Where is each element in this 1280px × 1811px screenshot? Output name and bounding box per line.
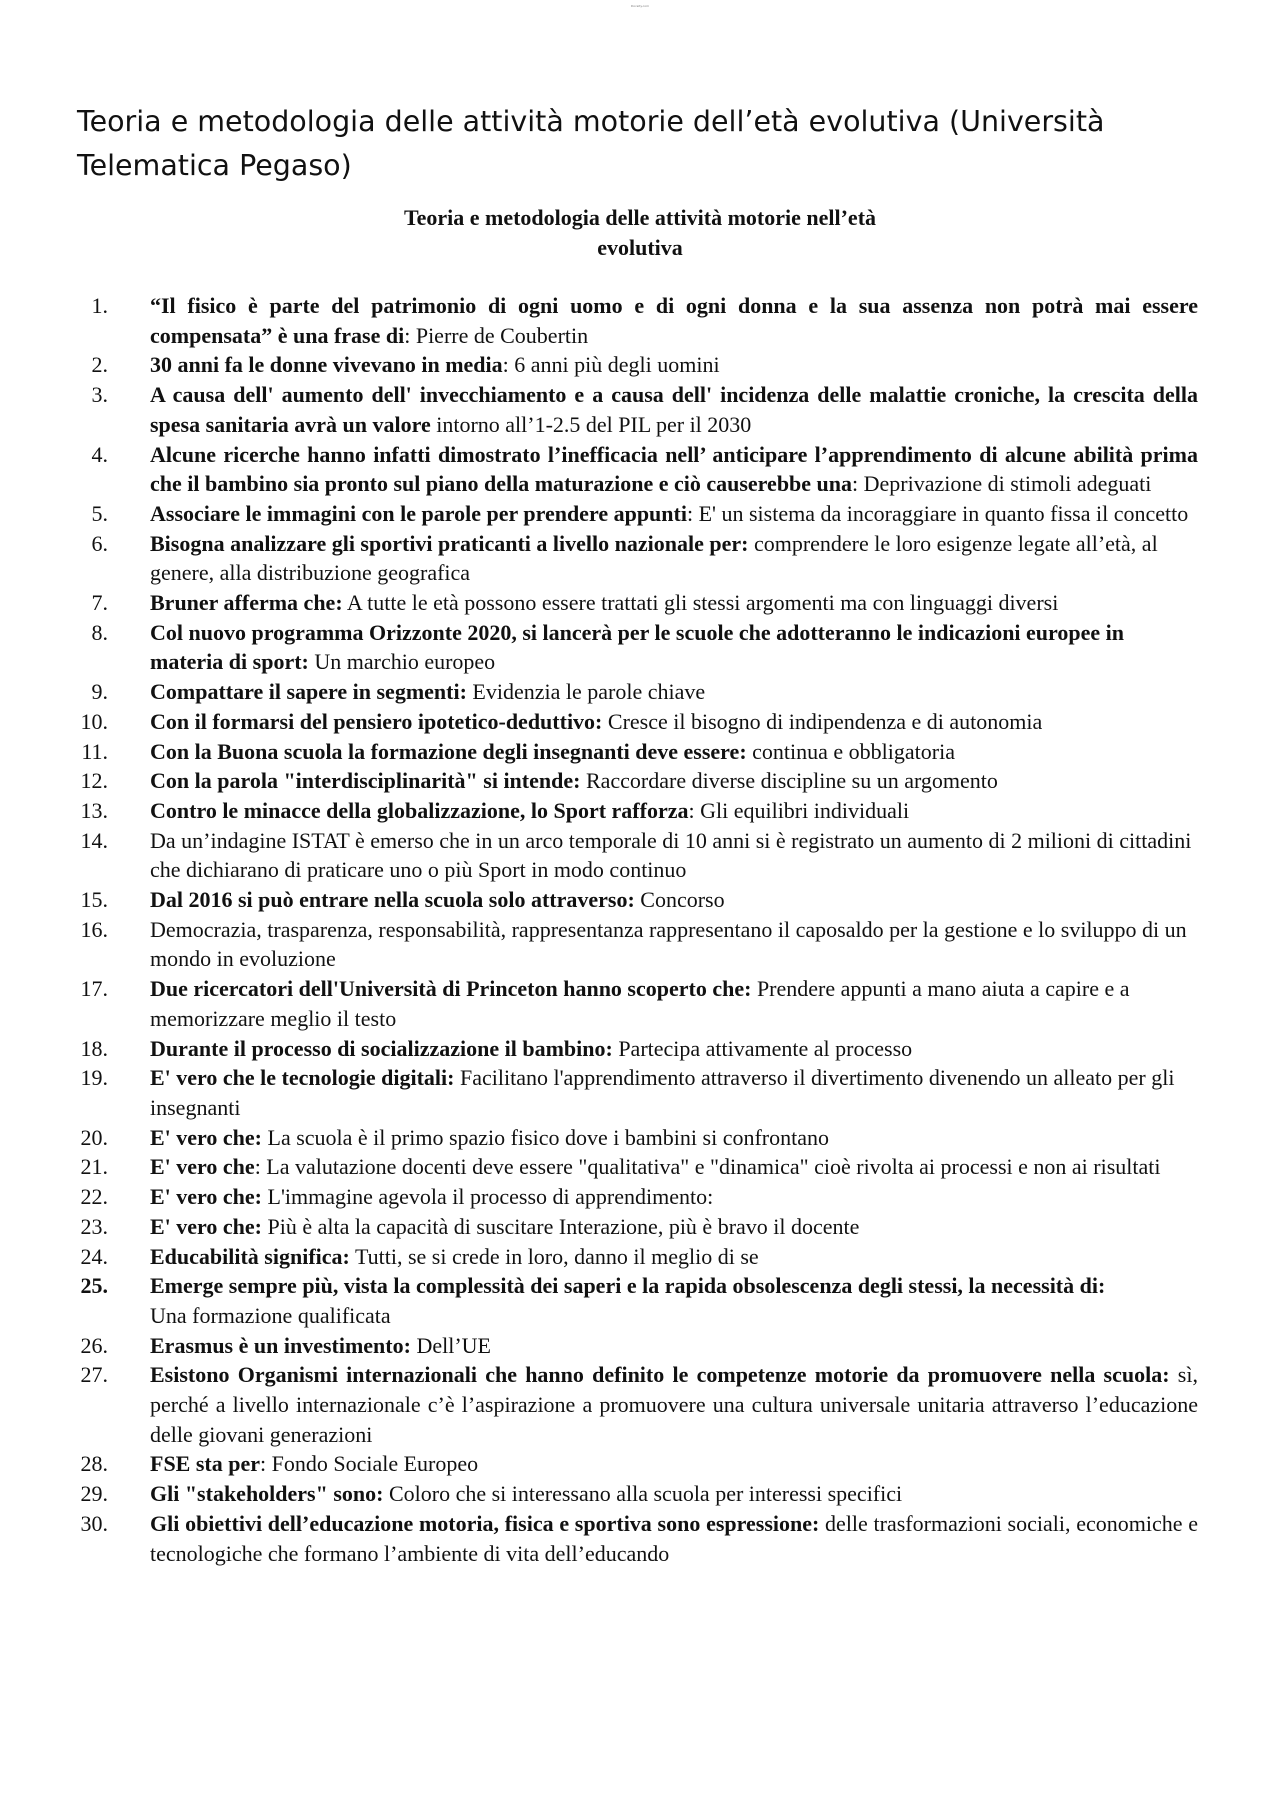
item-answer: continua e obbligatoria [746, 738, 955, 764]
item-number: 18. [80, 1035, 108, 1061]
item-answer: L'immagine agevola il processo di apprendimento: [262, 1184, 714, 1210]
item-number: 16. [80, 916, 108, 942]
item-question: Alcune ricerche hanno infatti dimostrato l’inefficacia nell’ anticipare l’apprendimento di alcune abilità prima che il bambino sia pronto sul piano della maturazione e ciò causerebbe una [150, 441, 1198, 497]
list-item [0, 1271, 1198, 1330]
item-number: 19. [80, 1065, 108, 1091]
item-question: Contro le minacce della globalizzazione, lo Sport rafforza [150, 797, 689, 823]
item-question: FSE sta per [150, 1451, 260, 1477]
list-item [0, 588, 1198, 618]
item-answer: Evidenzia le parole chiave [466, 679, 706, 705]
item-number: 8. [91, 619, 108, 645]
item-question: E' vero che: [150, 1124, 263, 1150]
item-answer: intorno all’1-2.5 del PIL per il 2030 [430, 411, 752, 437]
item-answer: delle trasformazioni sociali, economiche e tecnologiche che formano l’ambiente di vita dell’educando [150, 1510, 1198, 1566]
item-question: 30 anni fa le donne vivevano in media [150, 352, 503, 378]
list-item [0, 1479, 1198, 1509]
item-question: “Il fisico è parte del patrimonio di ogni uomo e di ogni donna e la sua assenza non potrà mai essere compensata” è una frase di [150, 293, 1198, 348]
item-number: 4. [91, 441, 108, 467]
subtitle-line-1: Teoria e metodologia delle attività motorie nell’età [403, 205, 877, 230]
item-answer: : Deprivazione di stimoli adeguati [852, 471, 1152, 497]
item-answer: sì, perché a livello internazionale c’è l’aspirazione a promuovere una cultura universale unitaria attraverso l’educazione delle giovani generazioni [150, 1362, 1198, 1447]
item-number: 24. [80, 1243, 108, 1269]
item-number: 26. [80, 1332, 108, 1358]
list-item [0, 291, 1198, 350]
item-question: Due ricercatori dell'Università di Princeton hanno scoperto che: [150, 976, 752, 1002]
list-item [0, 1242, 1198, 1272]
item-question: Con il formarsi del pensiero ipotetico-deduttivo: [150, 708, 603, 734]
item-number: 22. [80, 1184, 108, 1210]
subtitle-line-2: evolutiva [597, 235, 683, 260]
list-item [0, 974, 1198, 1033]
list-item [0, 1123, 1198, 1153]
list-item [0, 499, 1198, 529]
item-number: 3. [91, 382, 108, 408]
item-number: 21. [80, 1154, 108, 1180]
list-item [0, 440, 1198, 499]
item-answer: Facilitano l'apprendimento attraverso il divertimento divenendo un alleato per gli insegnanti [150, 1065, 1175, 1120]
list-item [0, 618, 1198, 677]
list-item [0, 915, 1198, 974]
item-answer: Più è alta la capacità di suscitare Interazione, più è bravo il docente [262, 1213, 860, 1239]
list-item [0, 1212, 1198, 1242]
item-question: Col nuovo programma Orizzonte 2020, si lancerà per le scuole che adotteranno le indicazioni europee in materia di sport: [150, 619, 1125, 675]
list-item [0, 677, 1198, 707]
item-answer: Tutti, se si crede in loro, danno il meglio di se [349, 1243, 759, 1269]
item-number: 7. [91, 590, 108, 616]
item-number: 20. [80, 1124, 108, 1150]
list-item [0, 1509, 1198, 1568]
list-item [0, 1034, 1198, 1064]
item-answer: La scuola è il primo spazio fisico dove i bambini si confrontano [262, 1124, 829, 1150]
document-subtitle [0, 203, 1280, 263]
document-title: Teoria e metodologia delle attività motorie dell’età evolutiva (Università Telematica Pegaso) [77, 105, 1105, 182]
list-item [0, 1360, 1198, 1449]
list-item [0, 380, 1198, 439]
list-item [0, 1063, 1198, 1122]
list-item [0, 1449, 1198, 1479]
list-item [0, 796, 1198, 826]
item-question: Democrazia, trasparenza, responsabilità, rappresentanza rappresentano il caposaldo per la gestione e lo sviluppo di un mondo in evoluzione [150, 916, 1187, 972]
item-answer: Una formazione qualificata [150, 1302, 391, 1328]
item-number: 23. [80, 1213, 108, 1239]
item-number: 15. [80, 887, 108, 913]
item-number: 25. [80, 1273, 108, 1299]
item-number: 30. [80, 1510, 108, 1536]
item-question: Bruner afferma che: [150, 590, 343, 616]
item-question: E' vero che [150, 1154, 255, 1180]
item-question: A causa dell' aumento dell' invecchiamento e a causa dell' incidenza delle malattie croniche, la crescita della spesa sanitaria avrà un valore [150, 382, 1198, 437]
item-number: 10. [80, 708, 108, 734]
list-item [0, 885, 1198, 915]
item-question: Dal 2016 si può entrare nella scuola solo attraverso: [150, 887, 635, 913]
item-number: 11. [81, 738, 108, 764]
item-question: E' vero che le tecnologie digitali: [150, 1065, 455, 1091]
item-answer: Partecipa attivamente al processo [612, 1035, 913, 1061]
list-item [0, 826, 1198, 885]
item-answer: A tutte le età possono essere trattati gli stessi argomenti ma con linguaggi diversi [342, 590, 1059, 616]
item-question: Gli "stakeholders" sono: [150, 1481, 384, 1507]
item-question: Educabilità significa: [150, 1243, 350, 1269]
item-question: Esistono Organismi internazionali che hanno definito le competenze motorie da promuovere nella scuola: [150, 1362, 1170, 1388]
item-answer: : E' un sistema da incoraggiare in quanto fissa il concetto [686, 500, 1189, 526]
item-answer: Coloro che si interessano alla scuola per interessi specifici [383, 1481, 903, 1507]
item-number: 2. [91, 352, 108, 378]
item-question: Erasmus è un investimento: [150, 1332, 411, 1358]
item-answer: : Fondo Sociale Europeo [260, 1451, 479, 1477]
list-item [0, 766, 1198, 796]
list-item [0, 529, 1198, 588]
item-number: 14. [80, 827, 108, 853]
header-watermark: Docsity.com [630, 4, 650, 8]
item-question: Associare le immagini con le parole per prendere appunti [150, 500, 687, 526]
item-number: 1. [91, 293, 108, 318]
item-number: 29. [80, 1481, 108, 1507]
list-item [0, 1152, 1198, 1182]
item-question: E' vero che: [150, 1184, 263, 1210]
item-answer: Dell’UE [410, 1332, 491, 1358]
item-question: Da un’indagine ISTAT è emerso che in un arco temporale di 10 anni si è registrato un aumento di 2 milioni di cittadini che dichiarano di praticare uno o più Sport in modo continuo [150, 827, 1192, 883]
item-number: 17. [80, 976, 108, 1002]
item-question: Con la Buona scuola la formazione degli insegnanti deve essere: [150, 738, 747, 764]
item-number: 12. [80, 768, 108, 794]
item-number: 28. [80, 1451, 108, 1477]
item-question: Gli obiettivi dell’educazione motoria, fisica e sportiva sono espressione: [150, 1510, 820, 1536]
item-number: 6. [91, 530, 108, 556]
list-item [0, 707, 1198, 737]
list-item [0, 737, 1198, 767]
list-item [0, 1331, 1198, 1361]
item-answer: : 6 anni più degli uomini [502, 352, 720, 378]
item-number: 27. [80, 1362, 108, 1388]
list-item [0, 350, 1198, 380]
item-number: 5. [91, 500, 108, 526]
item-answer: : Gli equilibri individuali [688, 797, 910, 823]
item-answer: Concorso [634, 887, 725, 913]
item-question: Emerge sempre più, vista la complessità dei saperi e la rapida obsolescenza degli stessi, la necessità di: [150, 1273, 1106, 1299]
item-answer: : Pierre de Coubertin [404, 322, 589, 348]
item-number: 9. [91, 679, 108, 705]
question-list [0, 291, 1280, 1568]
item-answer: comprendere le loro esigenze legate all’età, al genere, alla distribuzione geografica [150, 530, 1158, 586]
item-answer: Cresce il bisogno di indipendenza e di autonomia [602, 708, 1043, 734]
list-item [0, 1182, 1198, 1212]
item-question: Durante il processo di socializzazione il bambino: [150, 1035, 613, 1061]
item-question: Bisogna analizzare gli sportivi praticanti a livello nazionale per: [150, 530, 749, 556]
item-question: E' vero che: [150, 1213, 263, 1239]
item-answer: Raccordare diverse discipline su un argomento [580, 768, 998, 794]
item-question: Compattare il sapere in segmenti: [150, 679, 467, 705]
item-number: 13. [80, 797, 108, 823]
item-question: Con la parola "interdisciplinarità" si intende: [150, 768, 581, 794]
item-answer: : La valutazione docenti deve essere "qualitativa" e "dinamica" cioè rivolta ai processi e non ai risultati [254, 1154, 1161, 1180]
item-answer: Un marchio europeo [308, 649, 496, 675]
item-answer: Prendere appunti a mano aiuta a capire e a memorizzare meglio il testo [150, 976, 1130, 1031]
